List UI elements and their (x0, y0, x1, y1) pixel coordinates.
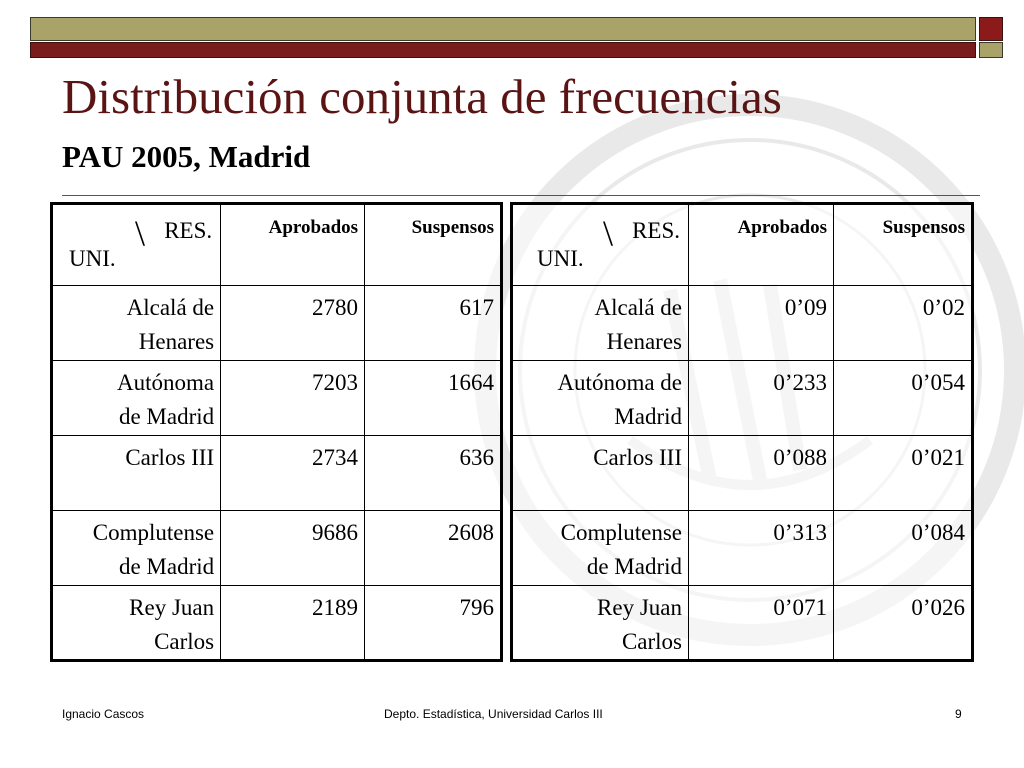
top-red-square (979, 17, 1003, 41)
university-cell (512, 436, 689, 511)
table-row (52, 511, 502, 586)
suspensos-cell: 2608 (365, 511, 502, 586)
table-row (512, 511, 973, 586)
corner-uni-label: UNI. (537, 246, 584, 271)
university-cell (512, 361, 689, 436)
corner-res-label: RES. (164, 218, 213, 243)
top-olive-bar (30, 17, 976, 41)
aprobados-cell: 0’09 (689, 286, 834, 361)
table-header-row (512, 204, 973, 286)
university-name-line: Carlos III (593, 445, 682, 470)
university-cell (52, 586, 221, 661)
aprobados-cell: 0’088 (689, 436, 834, 511)
title-divider (62, 195, 980, 196)
suspensos-cell: 0’021 (833, 436, 972, 511)
absolute-frequency-table (50, 202, 503, 662)
university-name-line: Rey Juan (129, 595, 215, 620)
university-name-line: Complutense (92, 520, 215, 545)
table-row (52, 436, 502, 511)
table-row (52, 286, 502, 361)
footer-page-number: 9 (955, 707, 962, 721)
university-name-line: Rey Juan (597, 595, 682, 620)
university-name-line: Autónoma (117, 370, 215, 395)
table-row (512, 286, 973, 361)
table-row (512, 586, 973, 661)
aprobados-cell: 0’313 (689, 511, 834, 586)
university-cell (512, 586, 689, 661)
aprobados-cell: 2734 (221, 436, 365, 511)
aprobados-cell: 9686 (221, 511, 365, 586)
relative-frequency-table (510, 202, 974, 662)
university-name-line: Madrid (614, 404, 682, 429)
table-row (52, 586, 502, 661)
top-red-bar (30, 42, 976, 58)
university-name-line: de Madrid (586, 554, 682, 579)
footer-department: Depto. Estadística, Universidad Carlos III (384, 707, 603, 721)
table-row (52, 361, 502, 436)
university-name-line: de Madrid (118, 554, 215, 579)
aprobados-cell: 2189 (221, 586, 365, 661)
university-name-line: Henares (606, 329, 682, 354)
university-cell (52, 361, 221, 436)
university-cell (52, 511, 221, 586)
university-cell (52, 286, 221, 361)
suspensos-cell: 0’026 (833, 586, 972, 661)
suspensos-cell: 1664 (365, 361, 502, 436)
col-header-aprobados: Aprobados (689, 204, 834, 286)
suspensos-cell: 636 (365, 436, 502, 511)
table-header-row (52, 204, 502, 286)
aprobados-cell: 0’071 (689, 586, 834, 661)
col-header-suspensos: Suspensos (833, 204, 972, 286)
university-name-line: Alcalá de (594, 295, 682, 320)
table-row (512, 436, 973, 511)
corner-res-label: RES. (632, 218, 680, 243)
university-cell (52, 436, 221, 511)
col-header-aprobados: Aprobados (221, 204, 365, 286)
university-name-line: de Madrid (118, 404, 215, 429)
slide-title: Distribución conjunta de frecuencias (62, 69, 782, 124)
corner-header-cell (512, 204, 689, 286)
aprobados-cell: 0’233 (689, 361, 834, 436)
university-name-line: Henares (138, 329, 215, 354)
top-olive-square (979, 42, 1003, 58)
corner-header-cell (52, 204, 221, 286)
corner-uni-label: UNI. (69, 246, 116, 271)
university-cell (512, 286, 689, 361)
suspensos-cell: 0’054 (833, 361, 972, 436)
footer-author: Ignacio Cascos (62, 707, 145, 721)
table-row (512, 361, 973, 436)
university-name-line: Carlos (154, 629, 215, 654)
corner-slash: \ (135, 213, 146, 253)
suspensos-cell: 0’084 (833, 511, 972, 586)
university-name-line: Carlos III (125, 445, 215, 470)
university-name-line: Alcalá de (126, 295, 215, 320)
aprobados-cell: 7203 (221, 361, 365, 436)
aprobados-cell: 2780 (221, 286, 365, 361)
suspensos-cell: 0’02 (833, 286, 972, 361)
slide-subtitle: PAU 2005, Madrid (62, 139, 311, 174)
university-name-line: Carlos (621, 629, 682, 654)
university-cell (512, 511, 689, 586)
suspensos-cell: 796 (365, 586, 502, 661)
suspensos-cell: 617 (365, 286, 502, 361)
university-name-line: Complutense (560, 520, 682, 545)
corner-slash: \ (603, 213, 614, 253)
col-header-suspensos: Suspensos (365, 204, 502, 286)
university-name-line: Autónoma de (557, 370, 682, 395)
